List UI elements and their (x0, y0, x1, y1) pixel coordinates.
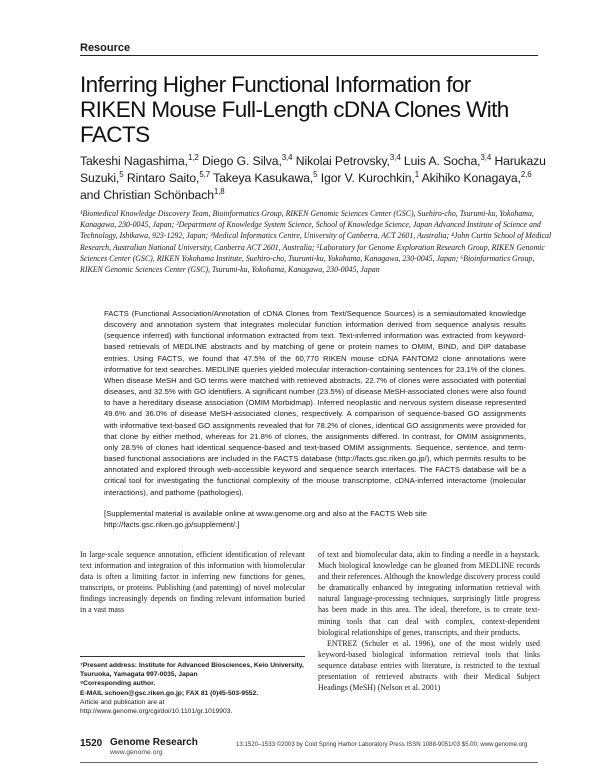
footnotes (80, 661, 305, 716)
author-affiliation-marker: 5,7 (199, 169, 211, 179)
author-affiliation-marker: 1,8 (213, 186, 225, 196)
affiliations: ¹Biomedical Knowledge Discovery Team, Bioinformatics Group, RIKEN Genomic Sciences Center (GSC), Suehiro-cho, Tsurumi-ku, Yokohama, Kanagawa, 230-0045, Japan; ²Department of Knowledge System Science, School of Knowledge Science, Japan Advanced Institute of Science and Technology, Ishikawa, 923-1292, Japan; ³Medical Informatics Centre, University of Canberra, ACT 2601, Australia; ⁴John Curtin School of Medical Research, Australian National University, Canberra ACT 2601, Australia; ⁵Laboratory for Genome Exploration Research Group, RIKEN Genomic Sciences Center (GSC), RIKEN Yokohama Institute, Suehiro-cho, Tsurumi-ku, Yokohama, Kanagawa, 230-0045, Japan; ⁶Bioinformatics Group, RIKEN Genomic Sciences Center (GSC), Tsurumi-ku, Yokohama, Kanagawa, 230-0045, Japan (80, 209, 552, 275)
author-name: Harukazu Suzuki, (80, 154, 546, 185)
author-name: Takeshi Nagashima, (80, 154, 188, 168)
author-list (80, 153, 550, 204)
header-rule (80, 55, 538, 56)
author-name: Igor V. Kurochkin, (317, 171, 415, 185)
author-affiliation-marker: 1 (414, 169, 420, 179)
author-affiliation-marker: 3,4 (281, 152, 293, 162)
section-label: Resource (80, 42, 131, 54)
body-column-right (318, 549, 540, 693)
author-name: and Christian Schönbach (80, 188, 214, 202)
author-name: Nikolai Petrovsky, (292, 154, 390, 168)
body-paragraph: In large-scale sequence annotation, efficient identification of relevant text information and integration of this information with biomolecular data is often a limiting factor in inferring new functions for genes, transcripts, or proteins. Publishing (and patenting) of novel molecular findings increasingly depends on finding relevant information buried in a vast mass (80, 550, 305, 615)
author-name: Luis A. Socha, (400, 154, 481, 168)
author-affiliation-marker: 2,6 (520, 169, 532, 179)
author-affiliation-marker: 5 (119, 169, 124, 179)
footnote-present-address: ⁷Present address: Institute for Advanced Biosciences, Keio University, Tsuruoka, Yamagata 997-0035, Japan (80, 662, 304, 679)
author-name: Rintaro Saito, (123, 171, 200, 185)
journal-name: Genome Research (110, 737, 198, 748)
footnote-corresponding-author: ⁸Corresponding author. (80, 680, 156, 688)
author-name: Diego G. Silva, (198, 154, 282, 168)
footnote-article-doi: Article and publication are at http://www.genome.org/cgi/doi/10.1101/gr.1019903. (80, 698, 233, 716)
author-affiliation-marker: 3,4 (389, 152, 401, 162)
footnote-email: E-MAIL schoen@gsc.riken.go.jp; FAX 81 (0)45-503-9552. (80, 689, 259, 697)
paper-title: Inferring Higher Functional Information for RIKEN Mouse Full-Length cDNA Clones With FACTS (80, 72, 509, 147)
abstract: FACTS (Functional Association/Annotation of cDNA Clones from Text/Sequence Sources) is a semiautomated knowledge discovery and annotation system that integrates molecular function information derived from sequence analysis results (sequence inferred) with functional information extracted from text. Text-inferred information was extracted from keyword-based retrievals of MEDLINE abstracts and by matching of gene or protein names to OMIM, BIND, and DIP database entries. Using FACTS, we found that 47.5% of the 60,770 RIKEN mouse cDNA FANTOM2 clone annotations were informative for text searches. MEDLINE queries yielded molecular interaction-containing sentences for 23.1% of the clones. When disease MeSH and GO terms were matched with retrieved abstracts, 22.7% of clones were associated with potential diseases, and 32.5% with GO identifiers. A significant number (23.5%) of disease MeSH-associated clones were also found to have a hereditary disease association (OMIM Morbidmap). Inferred neoplastic and nervous system disease represented 49.6% and 36.0% of disease MeSH-associated clones, respectively. A comparison of sequence-based GO assignments with informative text-based GO assignments revealed that for 78.2% of clones, identical GO assignments were provided for that clone by either method, whereas for 21.8% of clones, the assignments differed. In contrast, for OMIM assignments, only 28.5% of clones had identical sequence-based and text-based OMIM assignments. Sequence, sentence, and term-based functional associations are included in the FACTS database (http://facts.gsc.riken.go.jp/), which permits results to be annotated and explored through web-accessible keyword and sequence search interfaces. The FACTS database will be a critical tool for investigating the functional complexity of the mouse transcriptome, cDNA-inferred interactome (molecular interactions), and pathome (pathologies). (104, 309, 526, 497)
journal-url: www.genome.org (110, 749, 163, 756)
page-number: 1520 (80, 738, 103, 749)
body-paragraph: ENTREZ (Schuler et al. 1996), one of the most widely used keyword-based biological information retrieval tools that links sequence database entries with literature, is restricted to the textual presentation of retrieved abstracts with their Medical Subject Headings (MeSH) (Nelson et al. 2001) (318, 638, 540, 693)
author-name: Akihiko Konagaya, (419, 171, 521, 185)
author-affiliation-marker: 1,2 (187, 152, 199, 162)
body-paragraph: of text and biomolecular data, akin to finding a needle in a haystack. Much biological knowledge can be gleaned from MEDLINE records and their references. Although the knowledge discovery process could be dramatically enhanced by integrating information retrieval with natural language-processing techniques, surprisingly little progress has been made in this area. The ideal, therefore, is to create text-mining tools that can deal with complex, context-dependent biological relationships of genes, transcripts, and their products. (318, 550, 540, 637)
author-affiliation-marker: 3,4 (480, 152, 492, 162)
body-column-left (80, 549, 305, 616)
author-name: Takeya Kasukawa, (210, 171, 314, 185)
supplemental-note: [Supplemental material is available online at www.genome.org and also at the FACTS Web site http://facts.gsc.riken.go.jp/supplement/.] (104, 509, 427, 530)
author-affiliation-marker: 5 (313, 169, 318, 179)
footnote-divider (80, 656, 305, 657)
footer-rule (80, 762, 538, 763)
copyright-line: 13:1520–1533 ©2003 by Cold Spring Harbor Laboratory Press ISSN 1088-9051/03 $5.00; www.genome.org (236, 741, 528, 748)
